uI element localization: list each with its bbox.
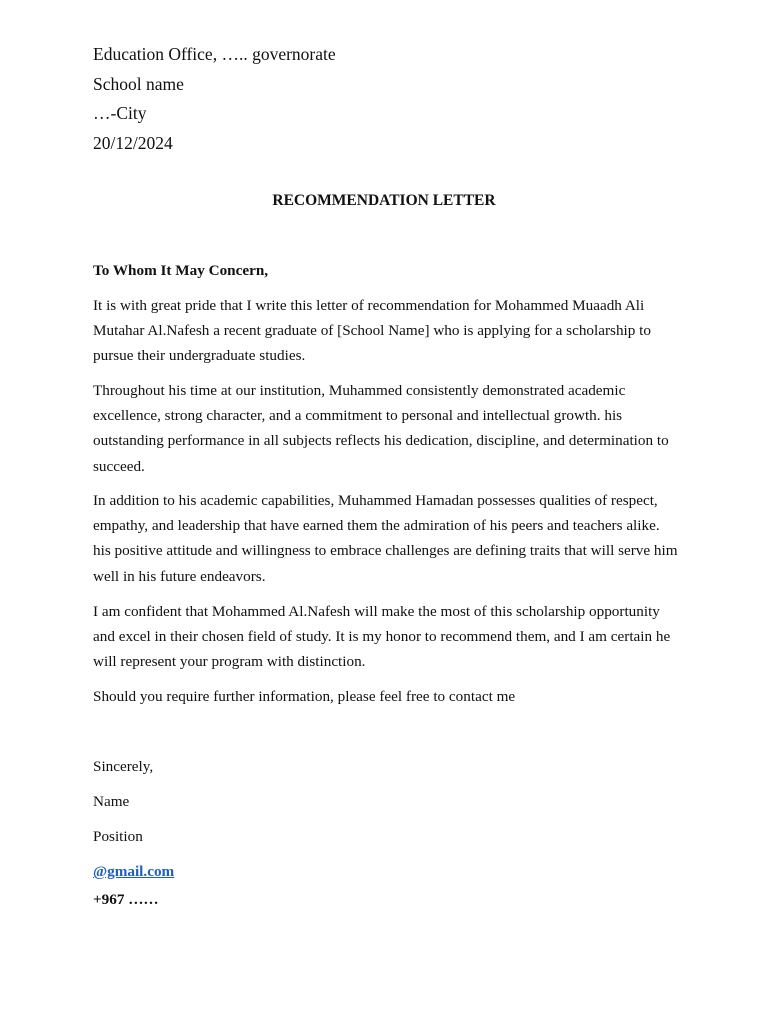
letter-title: RECOMMENDATION LETTER [272,192,496,209]
signature-phone: +967 …… [93,891,159,908]
header-school: School name [93,73,184,94]
paragraph-academics: Throughout his time at our institution, Muhammed consistently demonstrated academic excellence, strong character, and a commitment to personal and intellectual growth. his outstanding performance in all subjects reflects his dedication, discipline, and determination to succeed. [93,382,669,475]
paragraph-character: In addition to his academic capabilities, Muhammed Hamadan possesses qualities of respect, empathy, and leadership that have earned them the admiration of his peers and teachers alike. his positive attitude and willingness to embrace challenges are defining traits that will serve him well in his future endeavors. [93,492,678,585]
paragraph-introduction: It is with great pride that I write this letter of recommendation for Mohammed Muaadh Ali Mutahar Al.Nafesh a recent graduate of [School Name] who is applying for a scholarship to pursue their undergraduate studies. [93,297,651,365]
letter-salutation: To Whom It May Concern, [93,262,269,279]
signature-closing: Sincerely, [93,758,154,775]
header-city: …-City [93,103,147,123]
header-office: Education Office, ….. governorate [93,44,336,64]
paragraph-confidence: I am confident that Mohammed Al.Nafesh will make the most of this scholarship opportunity and excel in their chosen field of study. It is my honor to recommend them, and I am certain he will represent your program with distinction. [93,603,671,671]
header-date: 20/12/2024 [93,132,173,153]
paragraph-contact: Should you require further information, please feel free to contact me [93,688,516,705]
signature-name: Name [93,793,130,810]
signature-position: Position [93,828,143,845]
email-link[interactable]: @gmail.com [93,863,175,880]
letter-header [93,40,336,158]
